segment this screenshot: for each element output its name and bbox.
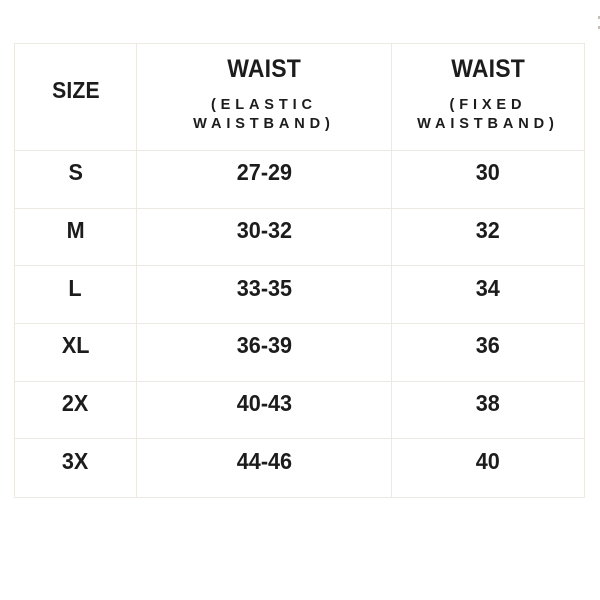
size-value: S	[68, 159, 83, 186]
waist-fixed-value: 40	[475, 448, 501, 475]
row-3x-waist-fixed-cell	[392, 439, 584, 497]
row-m-waist-elastic-cell	[137, 209, 392, 267]
row-m-waist-fixed-cell	[392, 209, 584, 267]
waist-fixed-value: 36	[475, 332, 501, 359]
row-2x-size-cell	[15, 382, 137, 440]
header-waist-elastic-label: WAIST	[227, 55, 301, 83]
header-waist-fixed-label: WAIST	[451, 55, 525, 83]
waist-elastic-value: 36-39	[236, 332, 292, 359]
row-2x-waist-fixed-cell	[392, 382, 584, 440]
waist-elastic-value: 40-43	[236, 389, 292, 416]
waist-elastic-value: 30-32	[236, 216, 292, 243]
waist-fixed-value: 34	[475, 274, 501, 301]
subtitle-line-2: WAISTBAND)	[193, 115, 335, 132]
size-value: 3X	[62, 448, 89, 475]
size-chart-table	[14, 43, 585, 498]
row-s-size-cell	[15, 151, 137, 209]
row-s-waist-fixed-cell	[392, 151, 584, 209]
row-l-waist-fixed-cell	[392, 266, 584, 324]
waist-elastic-value: 44-46	[236, 448, 292, 475]
row-2x-waist-elastic-cell	[137, 382, 392, 440]
row-3x-size-cell	[15, 439, 137, 497]
waist-elastic-value: 33-35	[236, 274, 292, 301]
row-m-size-cell	[15, 209, 137, 267]
row-l-size-cell	[15, 266, 137, 324]
header-waist-fixed-subtitle	[417, 95, 558, 133]
waist-fixed-value: 38	[475, 389, 501, 416]
header-cell-size	[15, 44, 137, 151]
header-waist-elastic-subtitle	[193, 95, 334, 133]
row-3x-waist-elastic-cell	[137, 439, 392, 497]
size-value: 2X	[62, 389, 89, 416]
row-xl-waist-elastic-cell	[137, 324, 392, 382]
row-l-waist-elastic-cell	[137, 266, 392, 324]
header-cell-waist-fixed	[392, 44, 584, 151]
row-s-waist-elastic-cell	[137, 151, 392, 209]
size-value: XL	[61, 332, 90, 359]
waist-elastic-value: 27-29	[236, 159, 292, 186]
waist-fixed-value: 32	[475, 216, 501, 243]
header-cell-waist-elastic	[137, 44, 392, 151]
row-xl-waist-fixed-cell	[392, 324, 584, 382]
size-value: M	[66, 216, 85, 243]
header-size-label: SIZE	[51, 77, 100, 103]
subtitle-line-1: (ELASTIC	[211, 96, 317, 113]
subtitle-line-2: WAISTBAND)	[417, 115, 559, 132]
subtitle-line-1: (FIXED	[449, 96, 527, 113]
waist-fixed-value: 30	[475, 159, 501, 186]
row-xl-size-cell	[15, 324, 137, 382]
size-value: L	[68, 274, 83, 301]
